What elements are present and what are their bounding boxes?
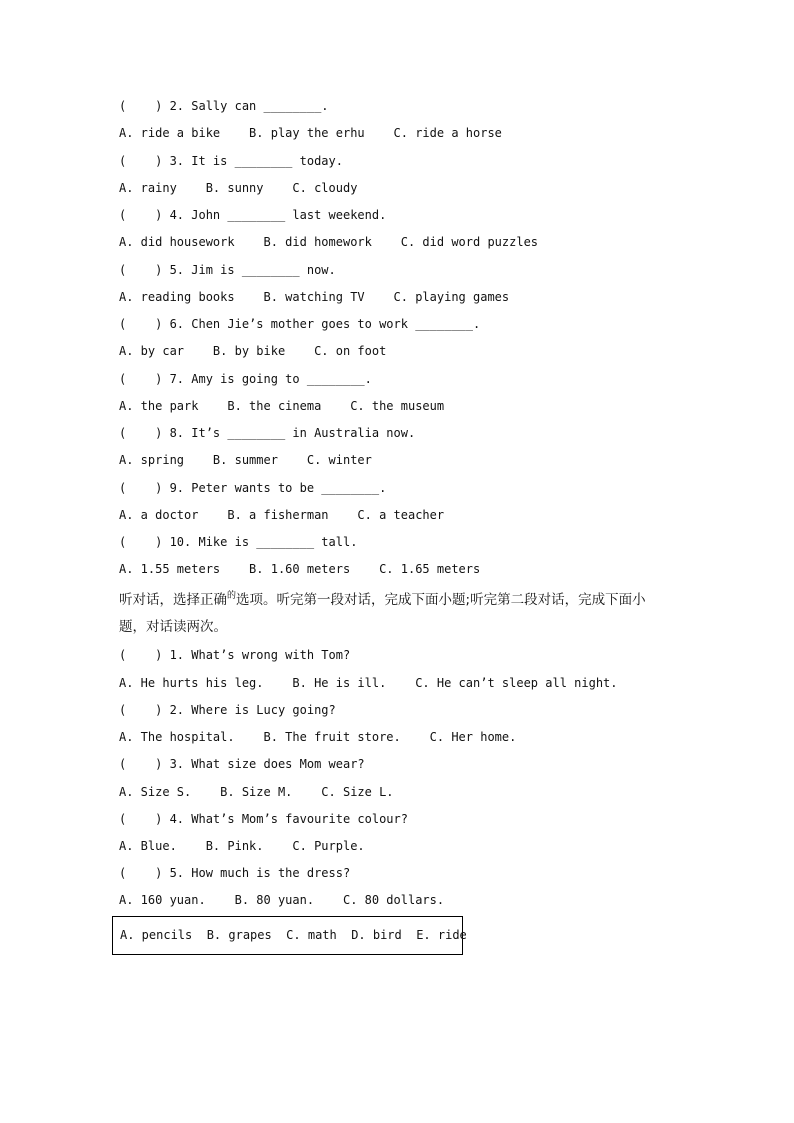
question-8: ( ) 8. It’s ________ in Australia now. — [119, 426, 416, 440]
listening-question-2: ( ) 2. Where is Lucy going? — [119, 703, 336, 717]
question-6: ( ) 6. Chen Jie’s mother goes to work ________. — [119, 317, 481, 331]
listening-options-1: A. He hurts his leg. B. He is ill. C. He can’t sleep all night. — [119, 676, 618, 690]
instruction-part-a: 听对话，选择正确 — [119, 592, 227, 608]
instruction-small-char: 的 — [227, 591, 237, 601]
options-5: A. reading books B. watching TV C. playing games — [119, 290, 510, 304]
listening-question-5: ( ) 5. How much is the dress? — [119, 866, 351, 880]
options-3: A. rainy B. sunny C. cloudy — [119, 181, 358, 195]
question-9: ( ) 9. Peter wants to be ________. — [119, 481, 387, 495]
question-5: ( ) 5. Jim is ________ now. — [119, 263, 336, 277]
question-2: ( ) 2. Sally can ________. — [119, 99, 329, 113]
options-8: A. spring B. summer C. winter — [119, 453, 372, 467]
listening-options-5: A. 160 yuan. B. 80 yuan. C. 80 dollars. — [119, 893, 445, 907]
listening-question-3: ( ) 3. What size does Mom wear? — [119, 757, 365, 771]
options-9: A. a doctor B. a fisherman C. a teacher — [119, 508, 445, 522]
instruction-line-1 — [119, 591, 646, 611]
instruction-part-b: 选项。听完第一段对话，完成下面小题;听完第二段对话，完成下面小 — [236, 592, 646, 608]
options-2: A. ride a bike B. play the erhu C. ride a horse — [119, 126, 502, 140]
listening-options-2: A. The hospital. B. The fruit store. C. Her home. — [119, 730, 517, 744]
options-7: A. the park B. the cinema C. the museum — [119, 399, 445, 413]
options-6: A. by car B. by bike C. on foot — [119, 344, 387, 358]
options-4: A. did housework B. did homework C. did word puzzles — [119, 235, 539, 249]
question-4: ( ) 4. John ________ last weekend. — [119, 208, 387, 222]
instruction-line-2: 题，对话读两次。 — [119, 619, 227, 635]
question-3: ( ) 3. It is ________ today. — [119, 154, 343, 168]
listening-question-4: ( ) 4. What’s Mom’s favourite colour? — [119, 812, 408, 826]
question-10: ( ) 10. Mike is ________ tall. — [119, 535, 358, 549]
listening-options-4: A. Blue. B. Pink. C. Purple. — [119, 839, 365, 853]
word-box — [112, 916, 467, 955]
word-box-text: A. pencils B. grapes C. math D. bird E. ride — [120, 928, 467, 942]
options-10: A. 1.55 meters B. 1.60 meters C. 1.65 meters — [119, 562, 481, 576]
listening-options-3: A. Size S. B. Size M. C. Size L. — [119, 785, 394, 799]
question-7: ( ) 7. Amy is going to ________. — [119, 372, 372, 386]
listening-question-1: ( ) 1. What’s wrong with Tom? — [119, 648, 351, 662]
